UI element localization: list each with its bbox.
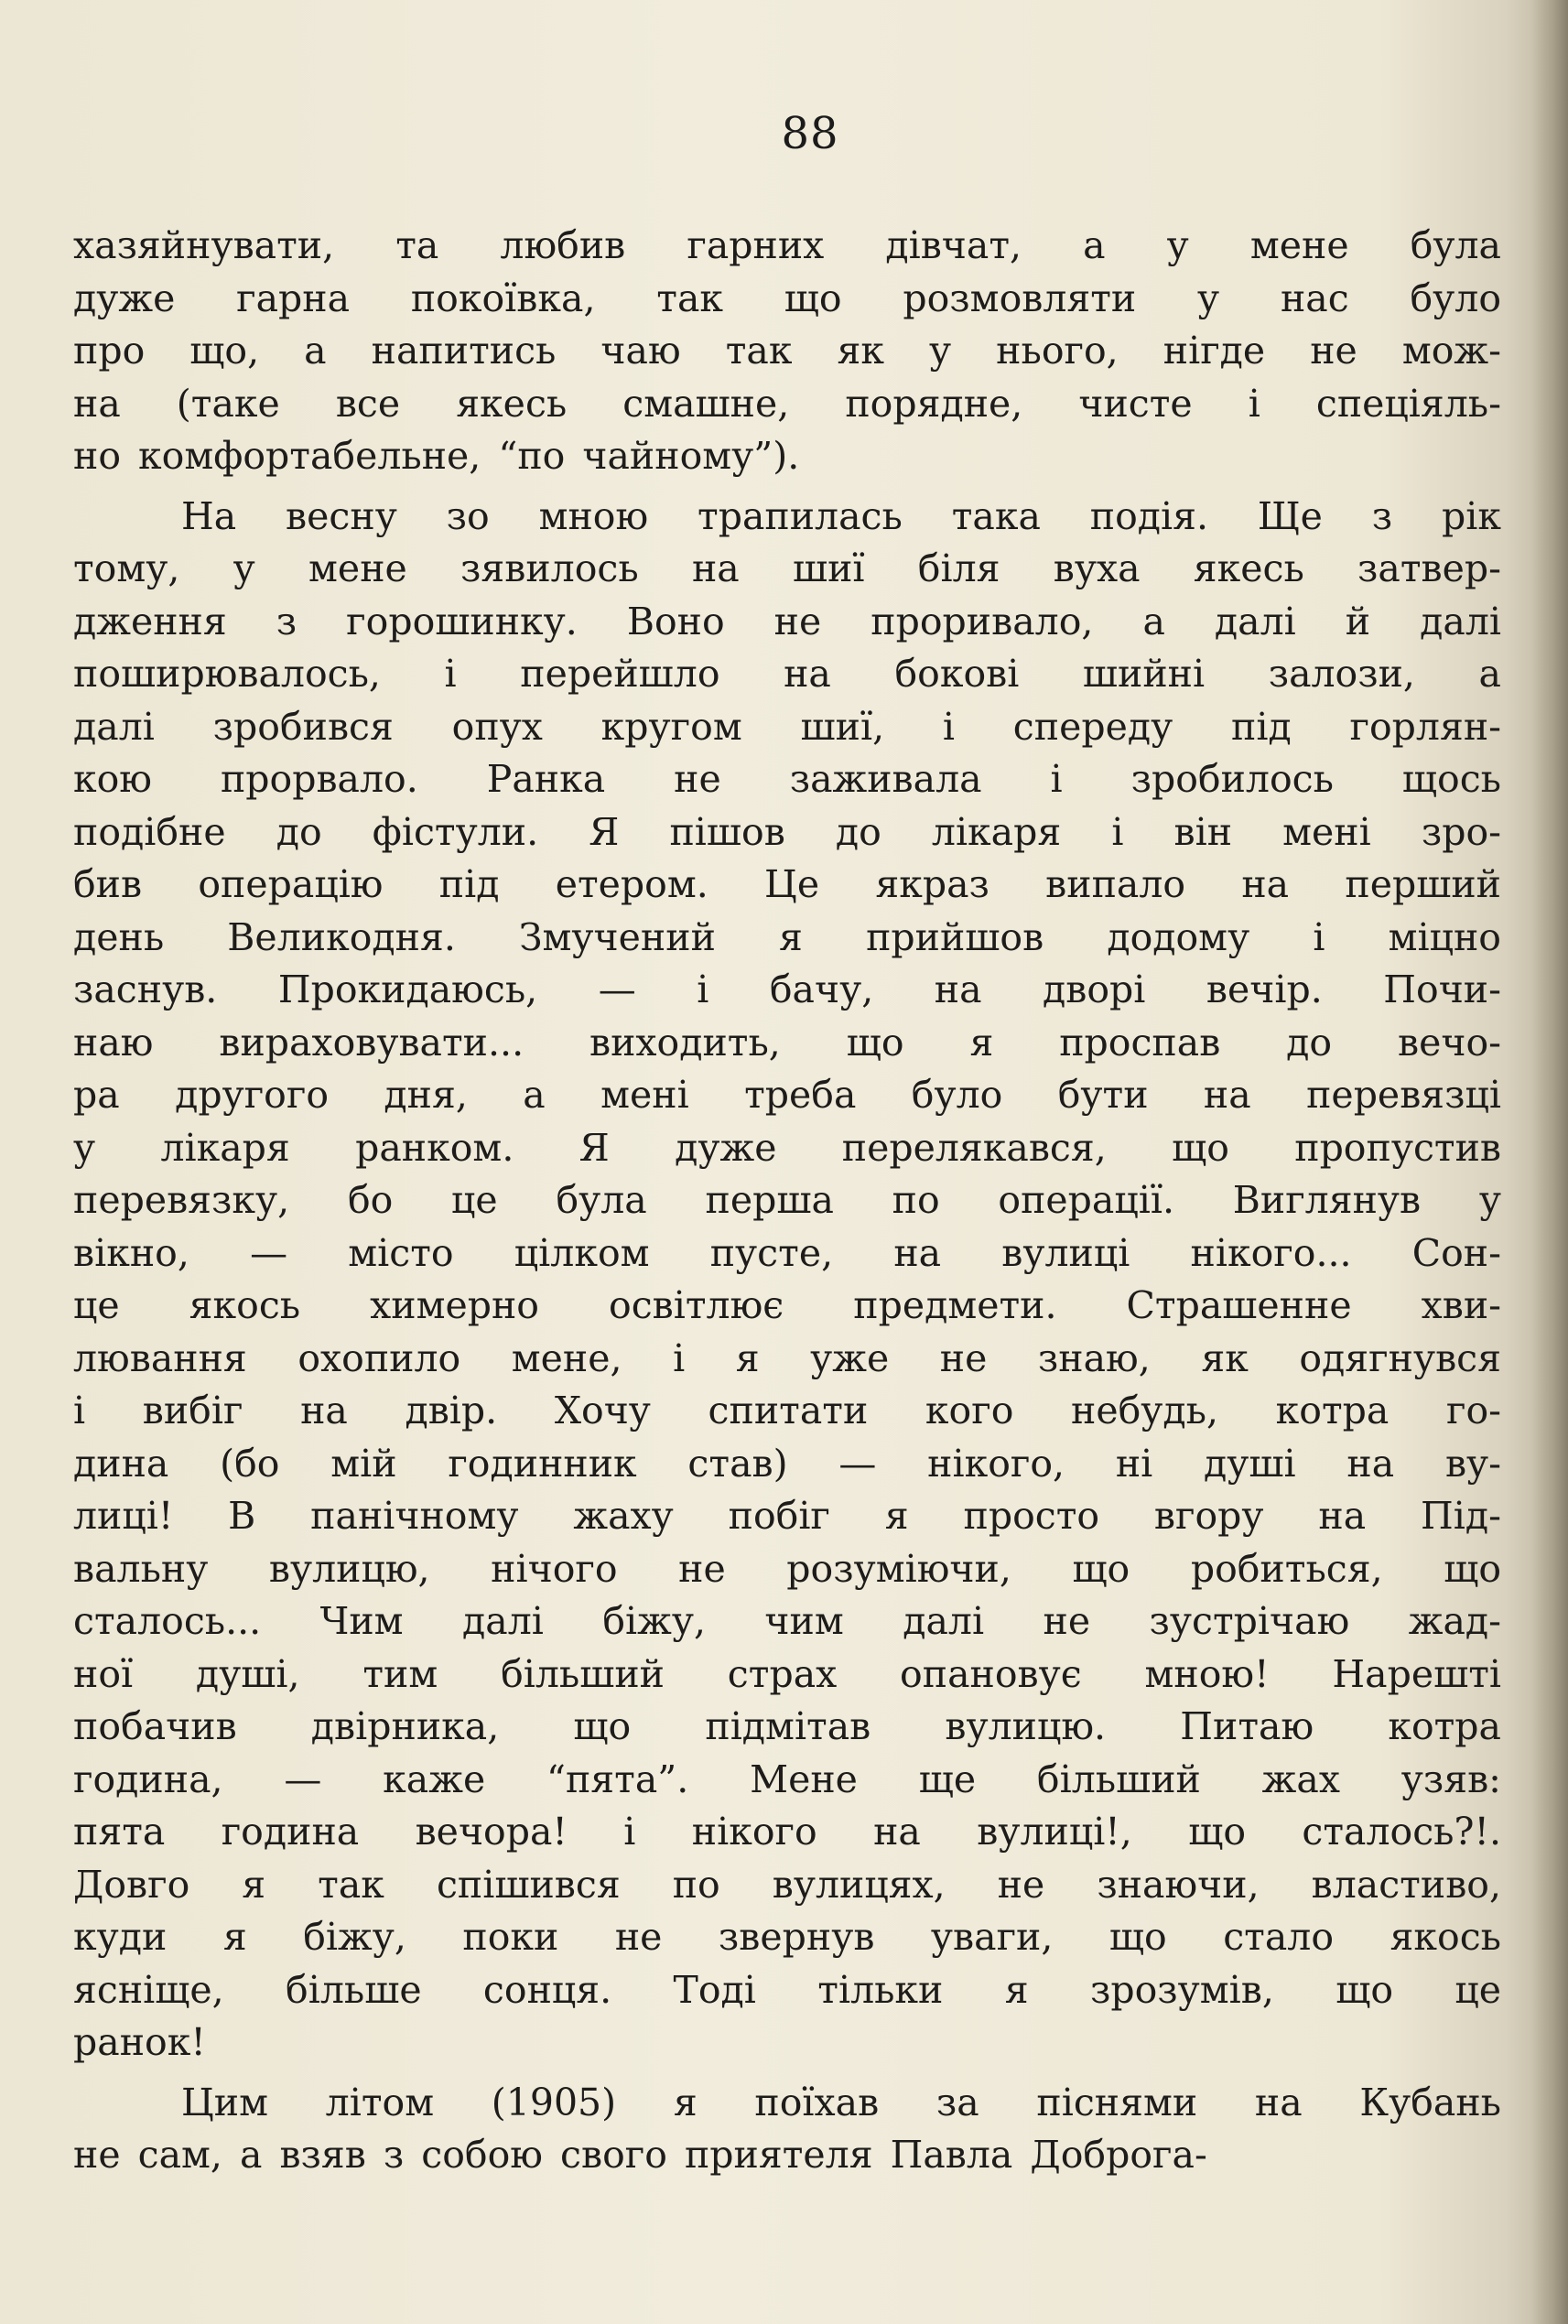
page-text bbox=[73, 220, 1501, 2189]
text-line: ної душі, тим більший страх опановує мною! Нарешті bbox=[73, 1651, 1501, 1696]
text-line: вальну вулицю, нічого не розуміючи, що робиться, що bbox=[73, 1546, 1501, 1591]
text-line: це якось химерно освітлює предмети. Страшенне хви- bbox=[73, 1283, 1501, 1327]
text-line: перевязку, бо це була перша по операції. Виглянув у bbox=[73, 1178, 1501, 1222]
paragraph bbox=[73, 491, 1501, 2070]
text-line: на (таке все якесь смашне, порядне, чисте і спеціяль- bbox=[73, 381, 1501, 426]
text-line: вікно, — місто цілком пусте, на вулиці нікого... Сон- bbox=[73, 1230, 1501, 1275]
text-line: про що, а напитись чаю так як у нього, нігде не мож- bbox=[73, 329, 1501, 373]
page-number: 88 bbox=[781, 108, 839, 159]
text-line: На весну зо мною трапилась така подія. Ще з рік bbox=[181, 493, 1501, 538]
text-line: дина (бо мій годинник став) — нікого, ні душі на ву- bbox=[73, 1441, 1501, 1486]
paragraph bbox=[73, 2077, 1501, 2182]
text-line: ясніще, більше сонця. Тоді тільки я зрозумів, що це bbox=[73, 1967, 1501, 2012]
text-line: лиці! В панічному жаху побіг я просто вгору на Під- bbox=[73, 1494, 1501, 1538]
text-line: лювання охопило мене, і я уже не знаю, як одягнувся bbox=[73, 1335, 1501, 1380]
text-line: година, — каже “пята”. Мене ще більший жах узяв: bbox=[73, 1757, 1501, 1801]
text-line: дження з горошинку. Воно не проривало, а далі й далі bbox=[73, 599, 1501, 643]
text-line: дуже гарна покоївка, так що розмовляти у нас було bbox=[73, 276, 1501, 320]
text-line: поширювалось, і перейшло на бокові шийні залози, а bbox=[73, 652, 1501, 696]
text-line: куди я біжу, поки не звернув уваги, що стало якось bbox=[73, 1915, 1501, 1959]
text-line: бив операцію під етером. Це якраз випало на перший bbox=[73, 862, 1501, 906]
text-line: побачив двірника, що підмітав вулицю. Питаю котра bbox=[73, 1704, 1501, 1748]
text-line: хазяйнувати, та любив гарних дівчат, а у мене була bbox=[73, 223, 1501, 267]
text-line: і вибіг на двір. Хочу спитати кого небудь, котра го- bbox=[73, 1389, 1501, 1432]
text-line: сталось... Чим далі біжу, чим далі не зустрічаю жад- bbox=[73, 1599, 1501, 1643]
text-line: ра другого дня, а мені треба було бути на перевязці bbox=[73, 1073, 1501, 1117]
text-line: тому, у мене зявилось на шиї біля вуха якесь затвер- bbox=[73, 546, 1501, 590]
text-line: далі зробився опух кругом шиї, і спереду під горлян- bbox=[73, 704, 1501, 749]
text-line: кою прорвало. Ранка не заживала і зробилось щось bbox=[73, 757, 1501, 801]
text-line: наю вираховувати... виходить, що я проспав до вечо- bbox=[73, 1020, 1501, 1065]
paragraph bbox=[73, 220, 1501, 483]
text-line: Цим літом (1905) я поїхав за піснями на Кубань bbox=[181, 2080, 1501, 2124]
text-line: пята година вечора! і нікого на вулиці!, що сталось?!. bbox=[73, 1810, 1501, 1854]
text-line: но комфортабельне, “по чайному”). bbox=[73, 434, 800, 478]
text-line: не сам, а взяв з собою свого приятеля Павла Доброга- bbox=[73, 2133, 1207, 2177]
text-line: заснув. Прокидаюсь, — і бачу, на дворі вечір. Почи- bbox=[73, 967, 1501, 1011]
text-line: день Великодня. Змучений я прийшов додому і міцно bbox=[73, 914, 1501, 959]
text-line: Довго я так спішився по вулицях, не знаючи, властиво, bbox=[73, 1862, 1501, 1907]
text-line: подібне до фістули. Я пішов до лікаря і він мені зро- bbox=[73, 809, 1501, 854]
text-line: ранок! bbox=[73, 2020, 206, 2064]
spine-shadow bbox=[1531, 0, 1568, 2324]
text-line: у лікаря ранком. Я дуже перелякався, що пропустив bbox=[73, 1125, 1501, 1170]
